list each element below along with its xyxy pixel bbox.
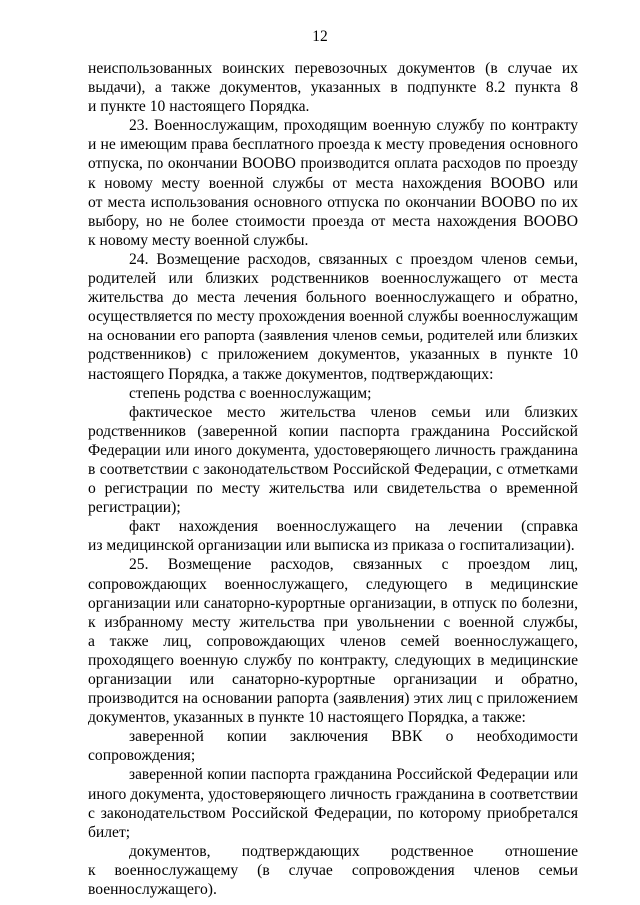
text-line: сопровождения; xyxy=(88,747,196,765)
text-line: билет; xyxy=(88,823,131,841)
text-line: отпуска, по окончании ВООВО производится оплата расходов по проезду xyxy=(88,155,578,173)
text-line: к военнослужащему (в случае сопровождения членов семьи xyxy=(88,861,578,879)
text-line: неиспользованных воинских перевозочных документов (в случае их xyxy=(88,60,578,77)
text-line: производится на основании рапорта (заявления) этих лиц с приложением xyxy=(88,690,578,708)
text-line: и не имеющим права бесплатного проезда к месту проведения основного xyxy=(88,136,578,154)
text-line: иного документа, удостоверяющего личность гражданина в соответствии xyxy=(88,785,578,803)
text-line: родителей или близких родственников военнослужащего от места xyxy=(88,270,578,288)
text-line: заверенной копии паспорта гражданина Российской Федерации или xyxy=(129,766,578,784)
text-line: выбору, но не более стоимости проезда от места нахождения ВООВО xyxy=(88,212,578,230)
text-line: с законодательством Российской Федерации, по которому приобретался xyxy=(88,804,578,822)
text-line: в соответствии с законодательством Российской Федерации, с отметками xyxy=(88,460,578,478)
text-line: к новому месту военной службы. xyxy=(88,231,309,249)
text-line: степень родства с военнослужащим; xyxy=(129,384,372,402)
text-line: факт нахождения военнослужащего на лечении (справка xyxy=(129,518,578,536)
text-line: а также лиц, сопровождающих членов семей военнослужащего, xyxy=(88,632,578,650)
text-line: документов, подтверждающих родственное отношение xyxy=(129,842,578,860)
text-line: организации или санаторно-курортные организации, в отпуск по болезни, xyxy=(88,594,578,612)
text-line: Федерации или иного документа, удостоверяющего личность гражданина xyxy=(88,441,578,459)
text-line: выдачи), а также документов, указанных в подпункте 8.2 пункта 8 xyxy=(88,79,578,97)
text-line: к новому месту военной службы от места нахождения ВООВО или xyxy=(88,174,578,192)
text-line: к избранному месту жительства при увольнении с военной службы, xyxy=(88,613,578,631)
text-line: осуществляется по месту прохождения военной службы военнослужащим xyxy=(88,308,578,326)
text-line: из медицинской организации или выписка из приказа о госпитализации). xyxy=(88,537,575,555)
text-line: и пункте 10 настоящего Порядка. xyxy=(88,98,310,116)
text-line: 25. Возмещение расходов, связанных с проездом лиц, xyxy=(129,556,578,574)
text-line: 23. Военнослужащим, проходящим военную службу по контракту xyxy=(129,117,578,135)
text-line: военнослужащего). xyxy=(88,881,217,899)
text-line: сопровождающих военнослужащего, следующего в медицинские xyxy=(88,575,578,593)
page-number: 12 xyxy=(312,28,328,45)
text-line: от места использования основного отпуска по окончании ВООВО по их xyxy=(88,193,578,211)
text-line: жительства до места лечения больного военнослужащего и обратно, xyxy=(88,289,578,307)
text-line: родственников (заверенной копии паспорта гражданина Российской xyxy=(88,422,578,440)
text-line: на основании его рапорта (заявления членов семьи, родителей или близких xyxy=(88,327,578,345)
text-line: настоящего Порядка, а также документов, подтверждающих: xyxy=(88,365,494,383)
text-line: родственников) с приложением документов, указанных в пункте 10 xyxy=(88,346,578,364)
text-line: о регистрации по месту жительства или свидетельства о временной xyxy=(88,480,578,498)
text-line: организации или санаторно-курортные организации и обратно, xyxy=(88,671,578,688)
text-line: 24. Возмещение расходов, связанных с проездом членов семьи, xyxy=(129,250,578,268)
text-line: документов, указанных в пункте 10 настоящего Порядка, а также: xyxy=(88,709,526,727)
text-line: заверенной копии заключения ВВК о необходимости xyxy=(129,728,578,746)
text-line: проходящего военную службу по контракту, следующих в медицинские xyxy=(88,651,578,669)
text-line: фактическое место жительства членов семьи или близких xyxy=(129,403,578,421)
text-line: регистрации); xyxy=(88,499,181,517)
document-body xyxy=(88,59,578,899)
